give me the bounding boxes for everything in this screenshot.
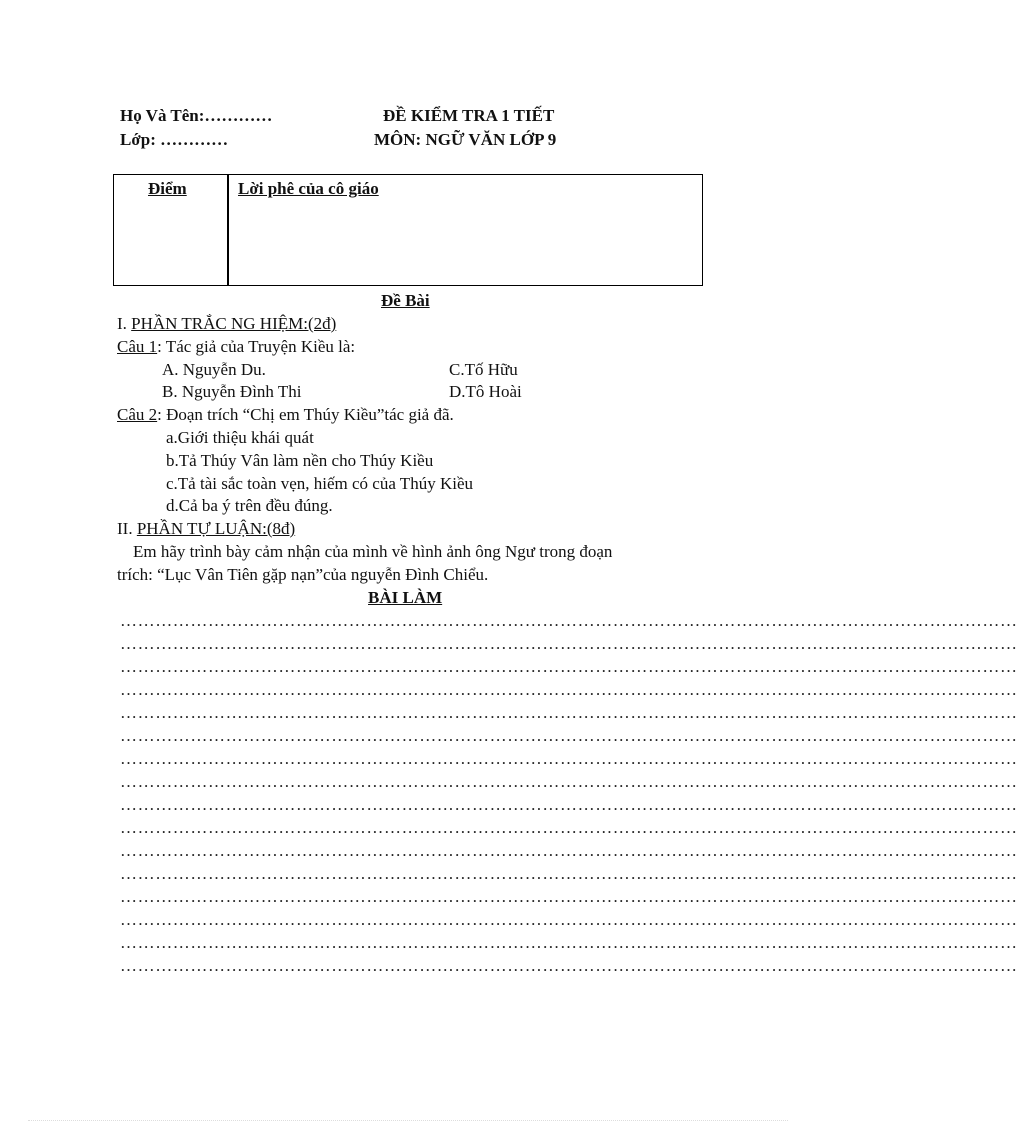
answer-line[interactable]: ……………………………………………………………………………………………………………………………………… — [120, 795, 1018, 814]
answer-line[interactable]: ……………………………………………………………………………………………………………………………………… — [120, 634, 1018, 653]
q1-option-b: B. Nguyễn Đình Thi — [162, 382, 302, 401]
question-2-text: : Đoạn trích “Chị em Thúy Kiều”tác giả đã. — [157, 405, 454, 424]
essay-prompt-line-2: trích: “Lục Vân Tiên gặp nạn”của nguyễn Đình Chiểu. — [117, 565, 489, 584]
answer-line[interactable]: ……………………………………………………………………………………………………………………………………… — [120, 703, 1018, 722]
section1-title: PHẦN TRẮC NG HIỆM:(2đ) — [131, 314, 337, 333]
class-field: Lớp: ………… — [120, 130, 229, 149]
question-1-label: Câu 1 — [117, 337, 158, 356]
question-1 — [117, 337, 355, 357]
question-1-text: : Tác giả của Truyện Kiều là: — [157, 337, 356, 356]
q1-option-c: C.Tố Hữu — [449, 360, 518, 379]
q2-option-c: c.Tả tài sắc toàn vẹn, hiếm có của Thúy Kiều — [166, 474, 473, 493]
answer-line[interactable]: ……………………………………………………………………………………………………………………………………… — [120, 818, 1018, 837]
answer-line[interactable]: ……………………………………………………………………………………………………………………………………… — [120, 749, 1018, 768]
section2-title: PHẦN TỰ LUẬN:(8đ) — [136, 519, 296, 538]
grade-box — [113, 174, 703, 286]
name-field: Họ Và Tên:………… — [120, 106, 273, 125]
question-2 — [117, 405, 454, 425]
section2-heading — [117, 519, 295, 539]
answer-line[interactable]: ……………………………………………………………………………………………………………………………………… — [120, 772, 1018, 791]
answer-line[interactable]: ……………………………………………………………………………………………………………………………………… — [120, 864, 1018, 883]
answer-line[interactable]: ……………………………………………………………………………………………………………………………………… — [120, 657, 1018, 676]
essay-prompt-line-1: Em hãy trình bày cảm nhận của mình về hình ảnh ông Ngư trong đoạn — [133, 542, 613, 561]
q2-option-a: a.Giới thiệu khái quát — [166, 428, 314, 447]
teacher-comment-label: Lời phê của cô giáo — [238, 179, 379, 198]
section1-roman: I. — [117, 314, 132, 333]
q2-option-d: d.Cả ba ý trên đều đúng. — [166, 496, 333, 515]
answer-heading: BÀI LÀM — [368, 588, 443, 607]
grade-box-divider — [227, 175, 229, 285]
answer-line[interactable]: ……………………………………………………………………………………………………………………………………… — [120, 887, 1018, 906]
question-2-label: Câu 2 — [117, 405, 158, 424]
exam-subject: MÔN: NGỮ VĂN LỚP 9 — [374, 130, 557, 149]
section2-roman: II. — [117, 519, 137, 538]
answer-line[interactable]: ……………………………………………………………………………………………………………………………………… — [120, 726, 1018, 745]
answer-line[interactable]: ……………………………………………………………………………………………………………………………………… — [120, 841, 1018, 860]
answer-line[interactable]: ……………………………………………………………………………………………………………………………………… — [120, 910, 1018, 929]
exam-heading: Đề Bài — [381, 291, 430, 310]
answer-line[interactable]: ……………………………………………………………………………………………………………………………………… — [120, 956, 1018, 975]
q1-option-d: D.Tô Hoài — [449, 382, 522, 401]
answer-line[interactable]: ……………………………………………………………………………………………………………………………………… — [120, 611, 1018, 630]
score-label: Điểm — [148, 179, 187, 198]
answer-line[interactable]: ……………………………………………………………………………………………………………………………………… — [120, 680, 1018, 699]
q1-option-a: A. Nguyễn Du. — [162, 360, 266, 379]
q2-option-b: b.Tả Thúy Vân làm nền cho Thúy Kiều — [166, 451, 434, 470]
exam-title: ĐỀ KIỂM TRA 1 TIẾT — [383, 106, 555, 125]
section1-heading — [117, 314, 336, 334]
page-bottom-edge — [28, 1120, 788, 1121]
answer-line[interactable]: ……………………………………………………………………………………………………………………………………… — [120, 933, 1018, 952]
